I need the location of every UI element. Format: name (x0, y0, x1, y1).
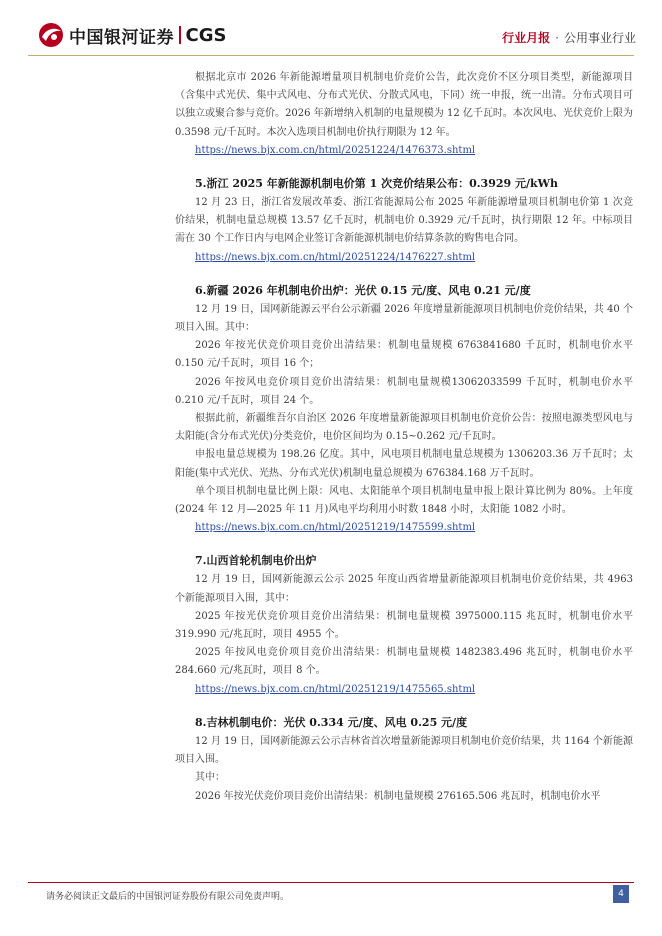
xinjiang-heading: 6.新疆 2026 年机制电价出炉：光伏 0.15 元/度、风电 0.21 元/度 (195, 283, 531, 297)
page-number: 4 (613, 885, 629, 903)
jilin-paragraph-2: 其中： (195, 772, 225, 784)
beijing-source-link[interactable]: https://news.bjx.com.cn/html/20251224/1476373.shtml (195, 144, 476, 156)
xinjiang-paragraph-6: 单个项目机制电量比例上限：风电、太阳能单个项目机制电量申报上限计算比例为 80%。上年度(2024 年 12 月—2025 年 11 月)风电平均利用小时数 1848 小时，太阳能 1082 小时。 (175, 485, 633, 516)
label-separator: · (555, 30, 559, 45)
logo-divider (179, 26, 181, 44)
xinjiang-paragraph-1: 12 月 19 日，国网新能源云平台公示新疆 2026 年度增量新能源项目机制电价竞价结果，共 40 个项目入围。其中： (175, 303, 633, 334)
industry-name: 公用事业行业 (563, 31, 636, 45)
header-rule (28, 55, 634, 56)
jilin-paragraph-1: 12 月 19 日，国网新能源云公示吉林省首次增量新能源项目机制电价竞价结果，共 1164 个新能源项目入围。 (175, 735, 633, 766)
page-header (0, 0, 662, 56)
beijing-paragraph: 根据北京市 2026 年新能源增量项目机制电价竞价公告，此次竞价不区分项目类型，新能源项目（含集中式光伏、集中式风电、分布式光伏、分散式风电，下同）统一申报，统一出清。分布式项目可以独立或聚合参与竞价。2026 年新增纳入机制的电量规模为 12 亿千瓦时。本次风电、光伏竞价上限为 0.3598 元/千瓦时。本次入选项目机制电价执行期限为 12 年。 (175, 72, 633, 138)
shanxi-source-link[interactable]: https://news.bjx.com.cn/html/20251219/1475565.shtml (195, 683, 476, 695)
shanxi-paragraph-2: 2025 年按光伏竞价项目竞价出清结果：机制电量规模 3975000.115 兆瓦时，机制电价水平 319.990 元/兆瓦时，项目 4955 个。 (175, 610, 633, 641)
report-type: 行业月报 (502, 31, 551, 45)
xinjiang-paragraph-2: 2026 年按光伏竞价项目竞价出清结果：机制电量规模 6763841680 千瓦时，机制电价水平 0.150 元/千瓦时，项目 16 个； (175, 340, 633, 370)
shanxi-paragraph-3: 2025 年按风电竞价项目竞价出清结果：机制电量规模 1482383.496 兆瓦时，机制电价水平 284.660 元/兆瓦时，项目 8 个。 (175, 647, 633, 677)
footer-rule (28, 882, 634, 883)
xinjiang-paragraph-5: 申报电量总规模为 198.26 亿度。其中，风电项目机制电量总规模为 1306203.36 万千瓦时；太阳能(集中式光伏、光热、分布式光伏)机制电量总规模为 676384.168 万千瓦时。 (175, 449, 633, 479)
jilin-heading: 8.吉林机制电价：光伏 0.334 元/度、风电 0.25 元/度 (195, 715, 468, 729)
logo-english-name: CGS (185, 24, 227, 46)
xinjiang-paragraph-3: 2026 年按风电竞价项目竞价出清结果：机制电量规模13062033599 千瓦时，机制电价水平 0.210 元/千瓦时，项目 24 个。 (175, 376, 633, 406)
zhejiang-source-link[interactable]: https://news.bjx.com.cn/html/20251224/1476227.shtml (195, 251, 476, 263)
galaxy-logo-icon (38, 22, 64, 48)
report-body (175, 69, 633, 806)
jilin-paragraph-3: 2026 年按光伏竞价项目竞价出清结果：机制电量规模 276165.506 兆瓦时，机制电价水平 (195, 790, 601, 802)
zhejiang-heading: 5.浙江 2025 年新能源机制电价第 1 次竞价结果公布：0.3929 元/kWh (195, 177, 558, 191)
report-label (502, 29, 636, 46)
footer-disclaimer: 请务必阅读正文最后的中国银河证券股份有限公司免责声明。 (46, 892, 290, 902)
xinjiang-paragraph-4: 根据此前，新疆维吾尔自治区 2026 年度增量新能源项目机制电价竞价公告：按照电源类型风电与太阳能(含分布式光伏)分类竞价，电价区间均为 0.15~0.262 元/千瓦时。 (175, 413, 633, 443)
xinjiang-source-link[interactable]: https://news.bjx.com.cn/html/20251219/1475599.shtml (195, 522, 476, 534)
company-logo (38, 22, 226, 48)
shanxi-heading: 7.山西首轮机制电价出炉 (195, 554, 317, 568)
zhejiang-paragraph: 12 月 23 日，浙江省发展改革委、浙江省能源局公布 2025 年新能源增量项目机制电价第 1 次竞价结果，机制电量总规模 13.57 亿千瓦时，机制电价 0.3929 元/千瓦时，执行期限 12 年。中标项目需在 30 个工作日内与电网企业签订含新能源机制电价结算条款的购售电合同。 (175, 197, 633, 245)
logo-chinese-name: 中国银河证券 (69, 27, 174, 48)
shanxi-paragraph-1: 12 月 19 日，国网新能源云公示 2025 年度山西省增量新能源项目机制电价竞价结果，共 4963 个新能源项目入围，其中： (175, 574, 633, 604)
